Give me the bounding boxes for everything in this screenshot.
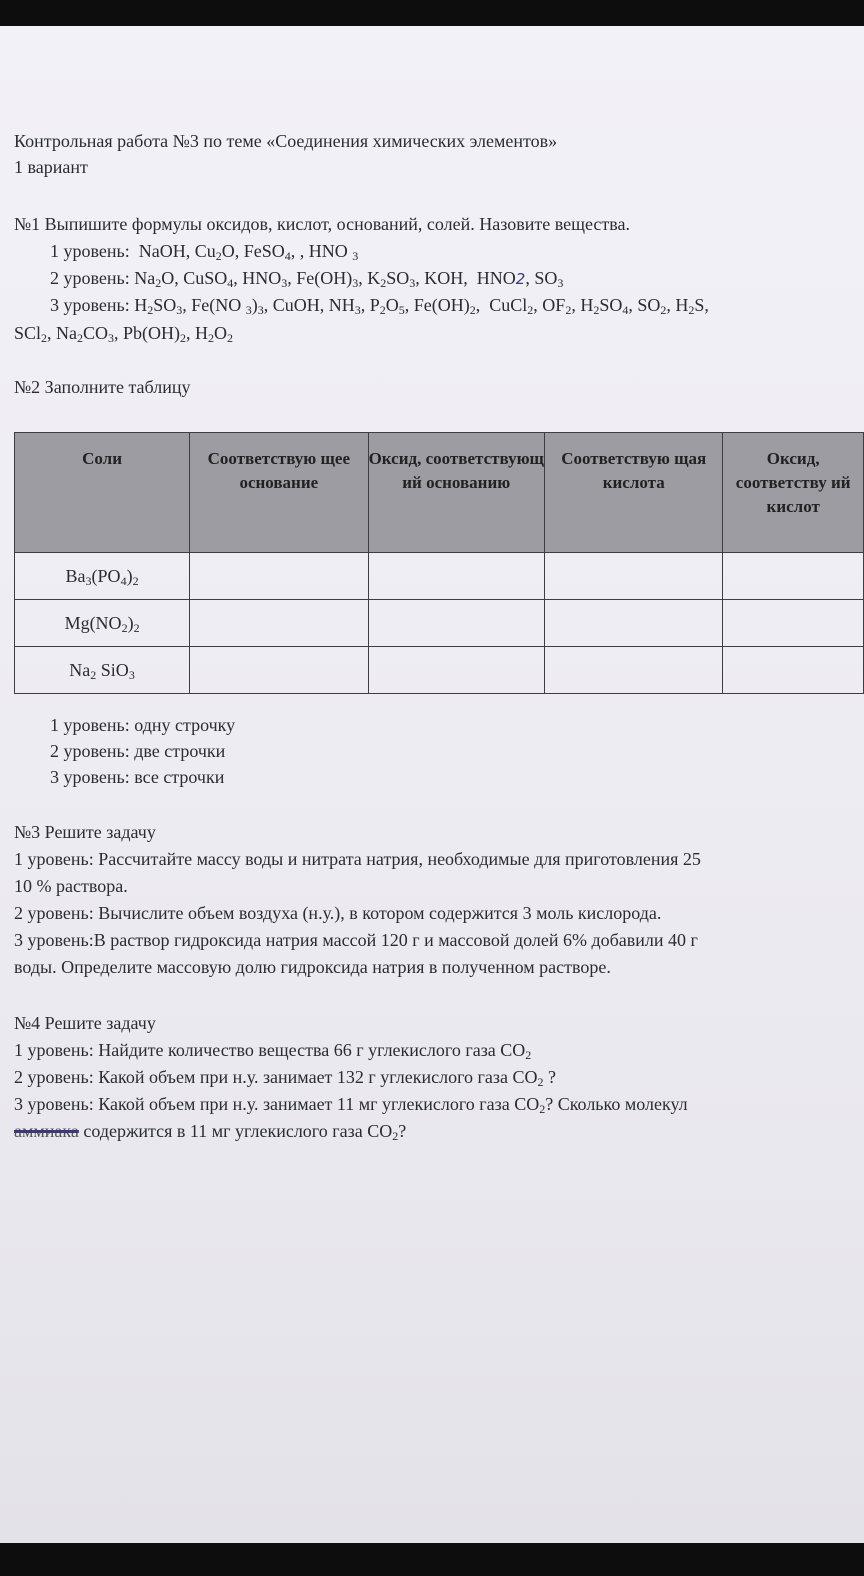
salt-cell: $Ba_3(PO_4)_2$ [15, 553, 190, 600]
task4-line3-text: 3 уровень: Какой объем при н.у. занимает 11 мг углекислого газа CO [14, 1094, 540, 1114]
table-cell[interactable] [545, 553, 723, 600]
salts-table [14, 432, 864, 694]
table-cell[interactable] [723, 647, 864, 694]
task1-level1-label: 1 уровень: [50, 241, 130, 261]
worksheet-page [0, 26, 864, 1543]
crossed-out-word: аммиака [14, 1121, 79, 1141]
task1-level2 [50, 267, 563, 290]
task1-level3-label: 3 уровень: [50, 295, 130, 315]
task4-line1-text: 1 уровень: Найдите количество вещества 66 г углекислого газа CO [14, 1040, 526, 1060]
table-header: Оксид, соответству ий кислот [723, 433, 864, 553]
task1-level3 [50, 294, 709, 316]
table-cell[interactable] [368, 553, 544, 600]
top-dark-edge [0, 0, 864, 26]
task4-heading: №4 Решите задачу [14, 1013, 156, 1033]
task3-line3: 2 уровень: Вычислите объем воздуха (н.у.), в котором содержится 3 моль кислорода. [14, 903, 662, 923]
task4-line4: аммиака содержится в 11 мг углекислого газа $CO_2$? [14, 1121, 407, 1143]
bottom-dark-edge [0, 1543, 864, 1576]
table-cell[interactable] [190, 647, 368, 694]
table-cell[interactable] [190, 553, 368, 600]
table-cell[interactable] [368, 600, 544, 647]
salt-cell: $Na_2$ SiO$_3$ [15, 647, 190, 694]
task4-line3: 3 уровень: Какой объем при н.у. занимает 11 мг углекислого газа $CO_2$? Сколько молекул [14, 1094, 688, 1116]
task2-level1: 1 уровень: одну строчку [50, 715, 236, 735]
task4-line4-text: содержится в 11 мг углекислого газа CO [78, 1121, 393, 1141]
table-row [15, 647, 864, 694]
salt-cell: $Mg(NO_2)_2$ [15, 600, 190, 647]
handwritten-mark: 2 [515, 270, 526, 288]
table-header: Соли [15, 433, 190, 553]
task1-level2-label: 2 уровень: [50, 268, 130, 288]
task3-line5: воды. Определите массовую долю гидроксида натрия в полученном растворе. [14, 957, 611, 977]
page-title: Контрольная работа №3 по теме «Соединения химических элементов» [14, 131, 558, 151]
table-cell[interactable] [723, 553, 864, 600]
table-cell[interactable] [368, 647, 544, 694]
task1-level2-formulas: $Na_2O$, CuSO$_4$, $HNO_3$, $Fe(OH)_3$, $K_2SO_3$, KOH, HNO2, $SO_3$ [134, 268, 564, 290]
table-row [15, 553, 864, 600]
table-cell[interactable] [545, 600, 723, 647]
task3-line2: 10 % раствора. [14, 876, 128, 896]
table-cell[interactable] [190, 600, 368, 647]
table-cell[interactable] [723, 600, 864, 647]
task2-level3: 3 уровень: все строчки [50, 767, 225, 787]
task3-heading: №3 Решите задачу [14, 822, 156, 842]
task3-line4: 3 уровень:В раствор гидроксида натрия массой 120 г и массовой долей 6% добавили 40 г [14, 930, 698, 950]
task1-level3-continued: SCl$_2$, $Na_2CO_3$, $Pb(OH)_2$, $H_2O_2$ [14, 323, 234, 345]
table-row [15, 600, 864, 647]
task3-line1: 1 уровень: Рассчитайте массу воды и нитрата натрия, необходимые для приготовления 25 [14, 849, 701, 869]
task1-level1 [50, 240, 358, 262]
table-header: Оксид, соответствующ ий основанию [368, 433, 544, 553]
task4-line3-tail: ? Сколько молекул [545, 1094, 688, 1114]
task4-line2-text: 2 уровень: Какой объем при н.у. занимает 132 г углекислого газа CO [14, 1067, 538, 1087]
table-header: Соответствую щая кислота [545, 433, 723, 553]
task4-line2: 2 уровень: Какой объем при н.у. занимает 132 г углекислого газа $CO_2$ ? [14, 1067, 557, 1089]
task2-level2: 2 уровень: две строчки [50, 741, 226, 761]
task2-heading: №2 Заполните таблицу [14, 377, 191, 397]
table-header-row [15, 433, 864, 553]
task1-heading: №1 Выпишите формулы оксидов, кислот, оснований, солей. Назовите вещества. [14, 214, 630, 234]
table-header: Соответствую щее основание [190, 433, 368, 553]
variant-label: 1 вариант [14, 157, 88, 177]
task1-level1-formulas: NaOH, $Cu_2O$, FeSO$_4$, , HNO $_3$ [134, 241, 359, 263]
task1-level3-formulas: $H_2SO_3$, Fe(NO $_3)_3$, CuOH, $NH_3$, $P_2O_5$, $Fe(OH)_2$, CuCl$_2$, $OF_2$, $H_2SO_4$, $SO_2$, $H_2S$, [134, 295, 709, 317]
task4-line1: 1 уровень: Найдите количество вещества 66 г углекислого газа $CO_2$ [14, 1040, 532, 1062]
table-cell[interactable] [545, 647, 723, 694]
